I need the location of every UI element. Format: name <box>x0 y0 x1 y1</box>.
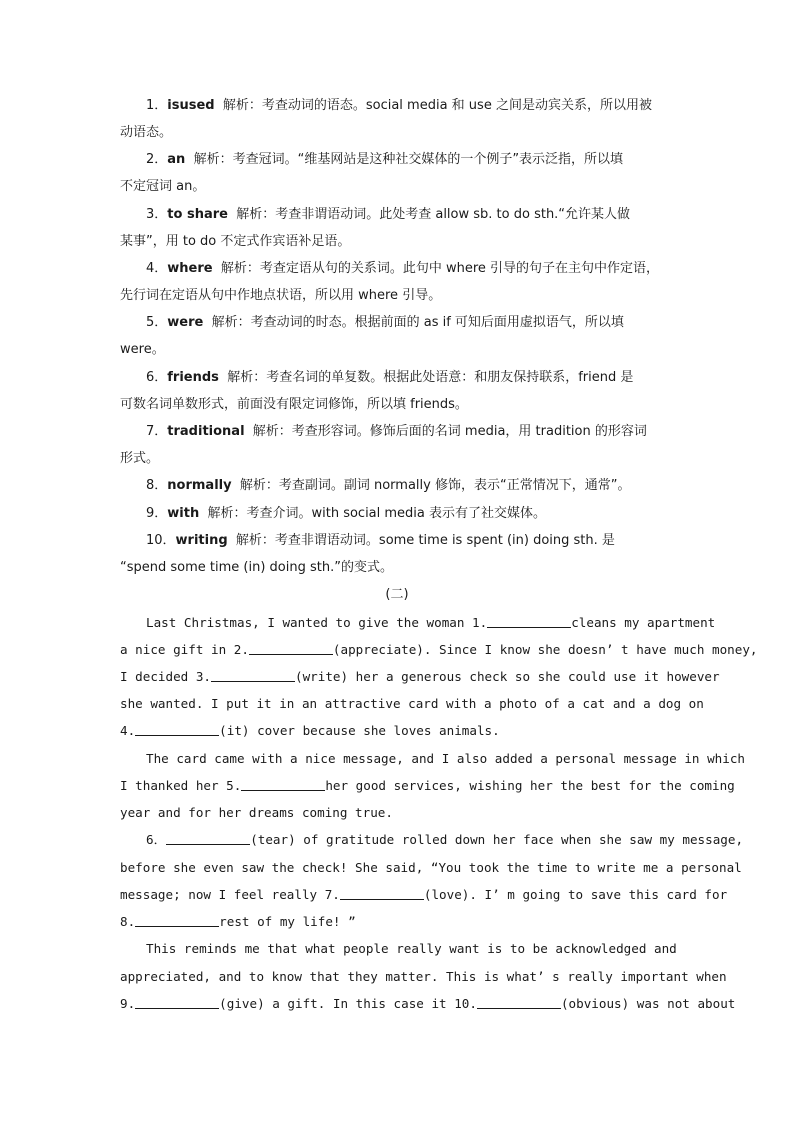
passage-line <box>120 913 676 931</box>
passage-line: she wanted. I put it in an attractive card with a photo of a cat and a dog on <box>120 696 704 711</box>
answer-explanation: 解析：考查动词的时态。根据前面的 as if 可知后面用虚拟语气，所以填 <box>211 315 624 330</box>
answer-number: 8． <box>146 478 168 493</box>
answer-number: 4． <box>146 261 168 276</box>
passage-line <box>120 722 676 740</box>
answer-4-line2: 先行词在定语从句中作地点状语，所以用 where 引导。 <box>120 288 442 303</box>
answer-explanation: 解析：考查冠词。“维基网站是这种社交媒体的一个例子”表示泛指，所以填 <box>193 152 624 167</box>
blank-7[interactable] <box>340 887 424 900</box>
answer-3-line2: 某事”，用 to do 不定式作宾语补足语。 <box>120 234 351 249</box>
passage-line <box>120 995 736 1013</box>
passage-line <box>146 831 744 849</box>
answer-explanation: 解析：考查形容词。修饰后面的名词 media，用 tradition 的形容词 <box>252 424 647 439</box>
answer-2-line1 <box>146 151 676 169</box>
passage-text: (appreciate). Since I know she doesn’ t have much money, <box>332 642 758 657</box>
passage-line: before she even saw the check! She said, “You took the time to write me a personal <box>120 860 742 875</box>
passage-line: year and for her dreams coming true. <box>120 805 393 820</box>
answer-explanation: 解析：考查介词。with social media 表示有了社交媒体。 <box>207 506 547 521</box>
blank-10[interactable] <box>477 996 561 1009</box>
answer-10-line2: “spend some time (in) doing sth.”的变式。 <box>120 560 393 575</box>
section-title: (二) <box>385 587 409 602</box>
answer-word: friends <box>167 370 219 385</box>
answer-word: where <box>167 261 213 276</box>
passage-line: This reminds me that what people really want is to be acknowledged and <box>146 941 677 956</box>
passage-text: (it) cover because she loves animals. <box>219 723 500 738</box>
answer-word: an <box>167 152 186 167</box>
answer-explanation: 解析：考查名词的单复数。根据此处语意：和朋友保持联系，friend 是 <box>227 370 634 385</box>
answer-number: 5． <box>146 315 168 330</box>
passage-text: cleans my apartment <box>571 615 716 630</box>
answer-7-line1 <box>146 423 676 441</box>
answer-word: normally <box>167 478 232 493</box>
passage-text: her good services, wishing her the best for the coming <box>325 778 735 793</box>
answer-word: were <box>167 315 204 330</box>
answer-8-line1 <box>146 477 676 495</box>
answer-word: writing <box>175 533 228 548</box>
passage-text: rest of my life! ” <box>219 914 356 929</box>
answer-number: 10． <box>146 533 176 548</box>
answer-explanation: 解析：考查副词。副词 normally 修饰，表示“正常情况下，通常”。 <box>239 478 631 493</box>
blank-1[interactable] <box>487 615 571 628</box>
passage-line <box>120 886 728 904</box>
passage-text: I decided 3. <box>120 669 211 684</box>
passage-line <box>146 614 716 632</box>
answer-explanation: 解析：考查定语从句的关系词。此句中 where 引导的句子在主句中作定语， <box>220 261 660 276</box>
passage-text: a nice gift in 2. <box>120 642 249 657</box>
passage-line <box>120 777 735 795</box>
answer-explanation: 解析：考查非谓语动词。some time is spent (in) doing sth. 是 <box>235 533 615 548</box>
blank-3[interactable] <box>211 669 295 682</box>
answer-number: 1． <box>146 98 168 113</box>
answer-number: 6． <box>146 370 168 385</box>
passage-line: The card came with a nice message, and I also added a personal message in which <box>146 751 745 766</box>
passage-text: 6． <box>146 832 167 847</box>
passage-text: (love). I’ m going to save this card for <box>423 887 728 902</box>
answer-1-line1 <box>146 97 676 115</box>
answer-number: 3． <box>146 207 168 222</box>
passage-text: message; now I feel really 7. <box>120 887 340 902</box>
answer-6-line2: 可数名词单数形式，前面没有限定词修饰，所以填 friends。 <box>120 397 468 412</box>
answer-number: 9． <box>146 506 168 521</box>
passage-line <box>120 641 758 659</box>
blank-6[interactable] <box>166 832 250 845</box>
answer-10-line1 <box>146 532 676 550</box>
answer-6-line1 <box>146 369 676 387</box>
answer-explanation: 解析：考查非谓语动词。此处考查 allow sb. to do sth.“允许某人做 <box>236 207 631 222</box>
answer-1-line2: 动语态。 <box>120 125 173 140</box>
passage-line: appreciated, and to know that they matter. This is what’ s really important when <box>120 969 727 984</box>
answer-7-line2: 形式。 <box>120 451 160 466</box>
blank-2[interactable] <box>249 642 333 655</box>
answer-3-line1 <box>146 206 676 224</box>
passage-text: Last Christmas, I wanted to give the woman 1. <box>146 615 488 630</box>
blank-5[interactable] <box>241 778 325 791</box>
answer-4-line1 <box>146 260 676 278</box>
blank-4[interactable] <box>135 723 219 736</box>
passage-text: (write) her a generous check so she could use it however <box>295 669 720 684</box>
passage-text: (obvious) was not about <box>560 996 736 1011</box>
answer-9-line1 <box>146 505 676 523</box>
answer-number: 2． <box>146 152 168 167</box>
passage-text: 8. <box>120 914 136 929</box>
blank-8[interactable] <box>135 914 219 927</box>
answer-5-line1 <box>146 314 676 332</box>
answer-word: with <box>167 506 200 521</box>
answer-word: traditional <box>167 424 245 439</box>
answer-word: isused <box>167 98 215 113</box>
passage-line <box>120 668 720 686</box>
answer-explanation: 解析：考查动词的语态。social media 和 use 之间是动宾关系，所以用被 <box>222 98 652 113</box>
passage-text: 9. <box>120 996 136 1011</box>
passage-text: (tear) of gratitude rolled down her face when she saw my message, <box>250 832 744 847</box>
passage-text: (give) a gift. In this case it 10. <box>219 996 477 1011</box>
answer-5-line2: were。 <box>120 342 165 357</box>
answer-word: to share <box>167 207 228 222</box>
answer-number: 7． <box>146 424 168 439</box>
answer-2-line2: 不定冠词 an。 <box>120 179 206 194</box>
passage-text: 4. <box>120 723 136 738</box>
passage-text: I thanked her 5. <box>120 778 242 793</box>
blank-9[interactable] <box>135 996 219 1009</box>
